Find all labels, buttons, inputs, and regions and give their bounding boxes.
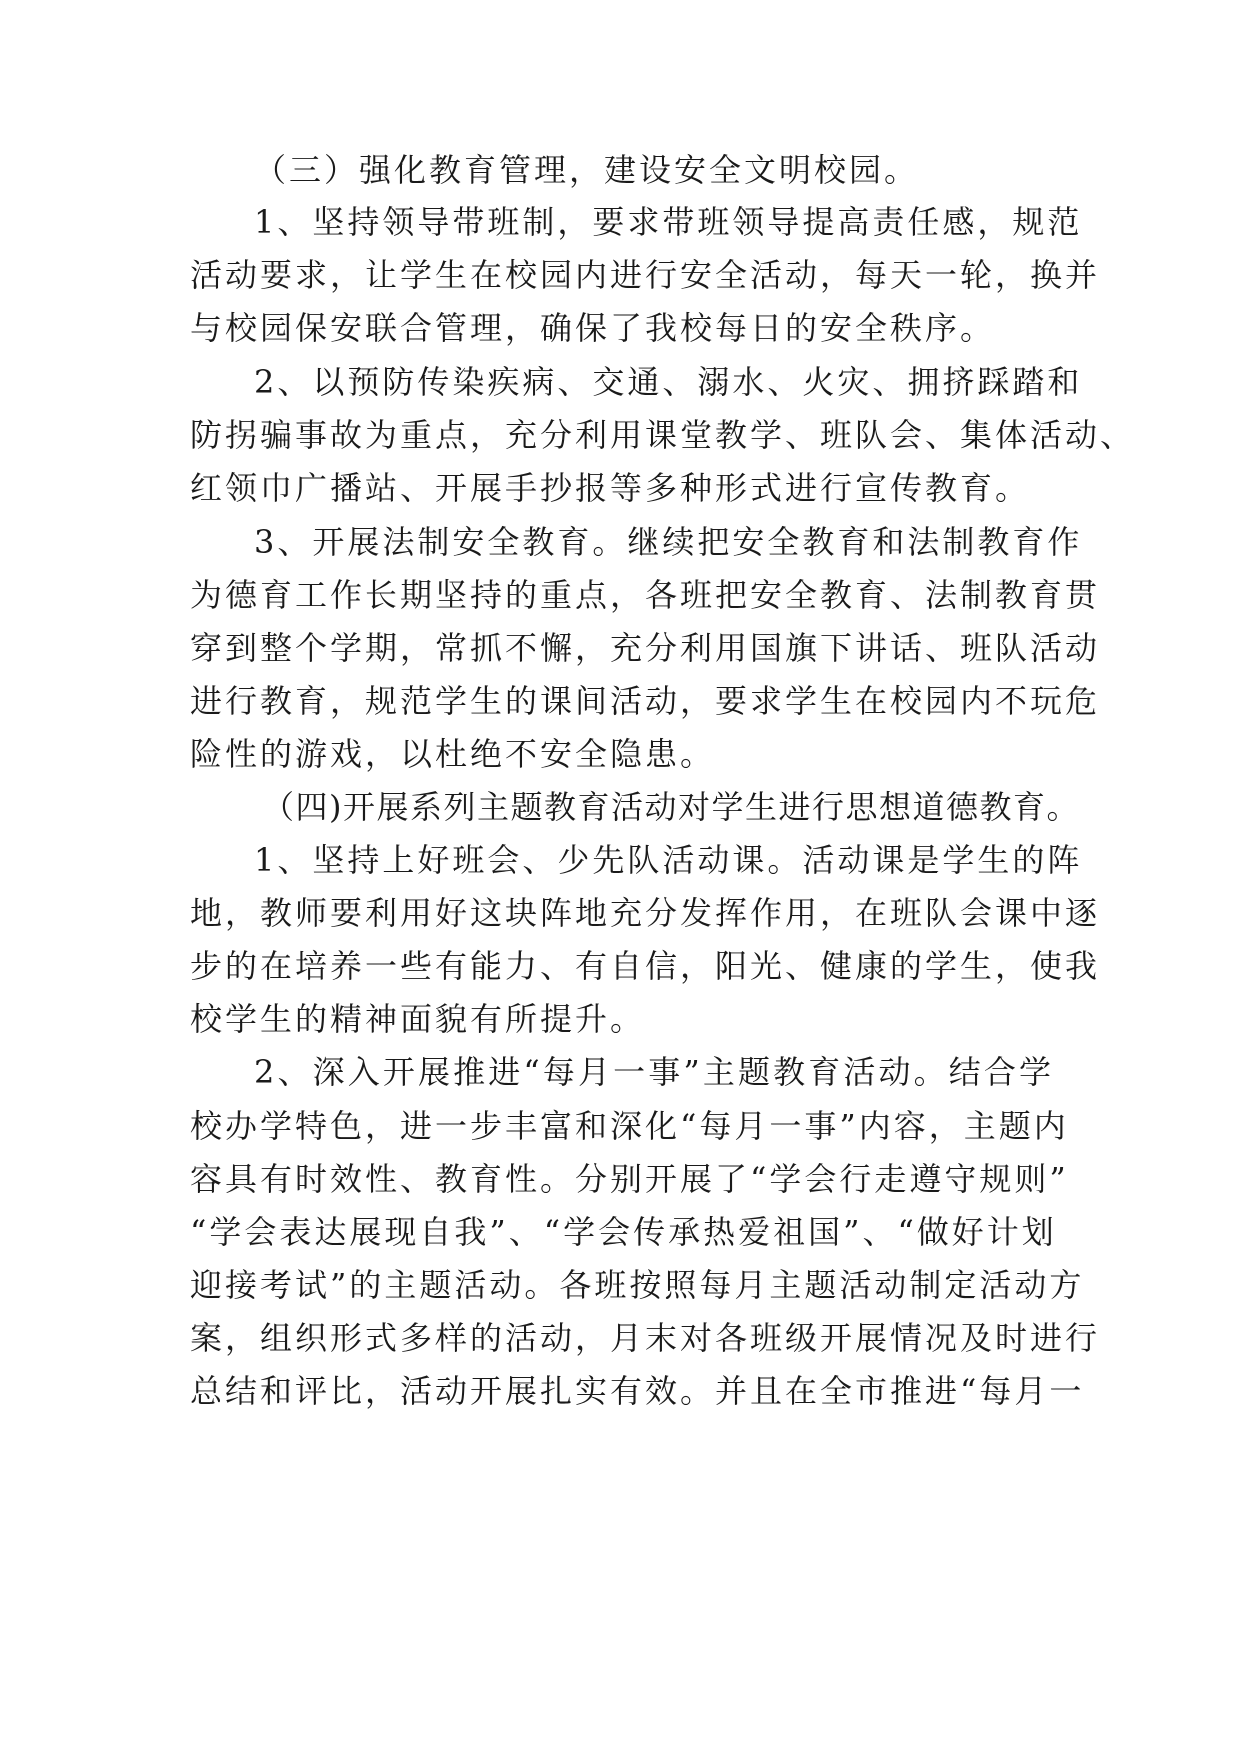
paragraph-line: 校学生的精神面貌有所提升。	[190, 1000, 646, 1038]
paragraph-line: 地，教师要利用好这块阵地充分发挥作用，在班队会课中逐	[190, 894, 1101, 932]
paragraph-line: “学会表达展现自我”、“学会传承热爱祖国”、“做好计划	[190, 1213, 1057, 1251]
paragraph-line: 校办学特色，进一步丰富和深化“每月一事”内容，主题内	[190, 1107, 1069, 1145]
section-heading-4: （四)开展系列主题教育活动对学生进行思想道德教育。	[262, 788, 1080, 826]
paragraph-line: 案，组织形式多样的活动，月末对各班级开展情况及时进行	[190, 1319, 1101, 1357]
paragraph-line: 活动要求，让学生在校园内进行安全活动，每天一轮，换并	[190, 256, 1101, 294]
section-heading-3: （三）强化教育管理，建设安全文明校园。	[254, 151, 920, 189]
paragraph-line: 迎接考试”的主题活动。各班按照每月主题活动制定活动方	[190, 1266, 1085, 1304]
paragraph-line: 穿到整个学期，常抓不懈，充分利用国旗下讲话、班队活动	[190, 629, 1101, 667]
paragraph-line: 总结和评比，活动开展扎实有效。并且在全市推进“每月一	[190, 1372, 1085, 1410]
paragraph-line: 步的在培养一些有能力、有自信，阳光、健康的学生，使我	[190, 947, 1101, 985]
paragraph-line: 红领巾广播站、开展手抄报等多种形式进行宣传教育。	[190, 469, 1031, 507]
paragraph-line: 1、坚持领导带班制，要求带班领导提高责任感，规范	[254, 203, 1083, 241]
paragraph-line: 与校园保安联合管理，确保了我校每日的安全秩序。	[190, 309, 996, 347]
paragraph-line: 险性的游戏，以杜绝不安全隐患。	[190, 735, 716, 773]
paragraph-line: 为德育工作长期坚持的重点，各班把安全教育、法制教育贯	[190, 576, 1101, 614]
paragraph-line: 防拐骗事故为重点，充分利用课堂教学、班队会、集体活动、	[190, 416, 1136, 454]
paragraph-line: 3、开展法制安全教育。继续把安全教育和法制教育作	[254, 523, 1083, 561]
paragraph-line: 2、深入开展推进“每月一事”主题教育活动。结合学	[254, 1053, 1054, 1091]
paragraph-line: 2、以预防传染疾病、交通、溺水、火灾、拥挤踩踏和	[254, 363, 1083, 401]
paragraph-line: 进行教育，规范学生的课间活动，要求学生在校园内不玩危	[190, 682, 1101, 720]
paragraph-line: 容具有时效性、教育性。分别开展了“学会行走遵守规则”	[190, 1160, 1069, 1198]
paragraph-line: 1、坚持上好班会、少先队活动课。活动课是学生的阵	[254, 841, 1083, 879]
